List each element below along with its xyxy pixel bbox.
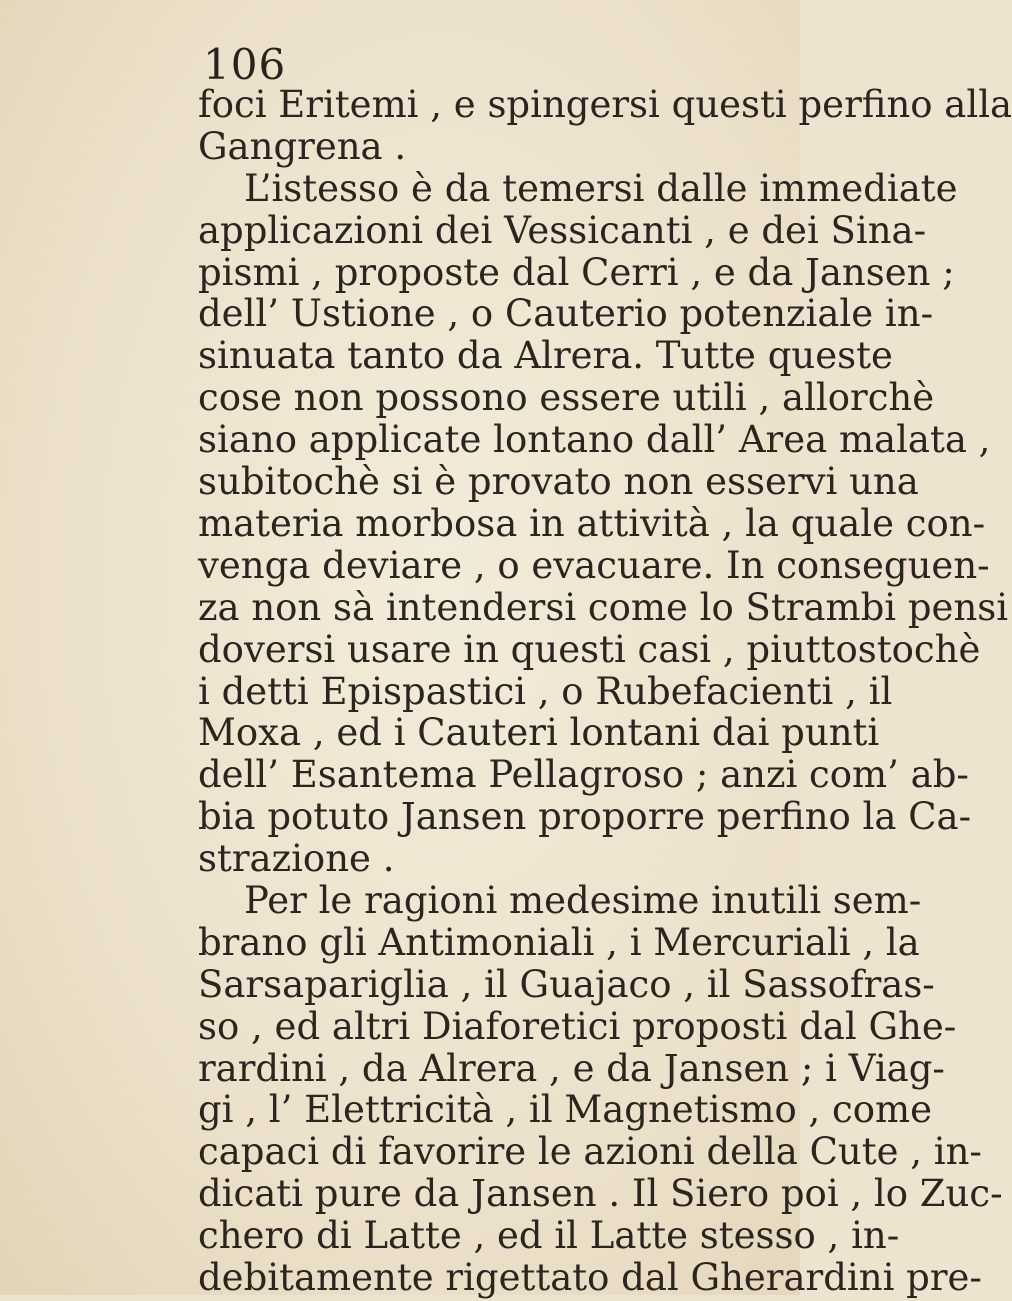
text-line-5: pismi , proposte dal Cerri , e da Jansen ; [198,250,955,294]
text-line-9: siano applicate lontano dall’ Area malata , [198,418,991,462]
page-number: 106 [203,40,287,89]
text-line-18: bia potuto Jansen proporre perfino la Ca- [198,795,972,839]
text-line-27: dicati pure da Jansen . Il Siero poi , lo Zuc- [198,1172,1003,1216]
text-line-20: Per le ragioni medesime inutili sem- [244,878,922,922]
text-line-28: chero di Latte , ed il Latte stesso , in- [198,1214,900,1258]
text-line-2: Gangrena . [198,124,407,168]
text-line-14: doversi usare in questi casi , piuttostochè [198,627,981,671]
text-line-7: sinuata tanto da Alrera. Tutte queste [198,334,893,378]
text-line-10: subitochè si è provato non esservi una [198,460,919,504]
text-line-25: gi , l’ Elettricità , il Magnetismo , come [198,1088,933,1132]
text-line-3: L’istesso è da temersi dalle immediate [244,166,958,210]
text-line-23: so , ed altri Diaforetici proposti dal Ghe- [198,1004,957,1048]
text-line-6: dell’ Ustione , o Cauterio potenziale in- [198,292,934,336]
text-line-12: venga deviare , o evacuare. In conseguen- [198,543,990,587]
text-line-4: applicazioni dei Vessicanti , e dei Sina- [198,208,927,252]
text-line-24: rardini , da Alrera , e da Jansen ; i Viag- [198,1046,945,1090]
text-line-26: capaci di favorire le azioni della Cute , in- [198,1130,982,1174]
text-line-8: cose non possono essere utili , allorchè [198,376,935,420]
text-line-16: Moxa , ed i Cauteri lontani dai punti [198,711,880,755]
text-line-19: strazione . [198,837,395,881]
text-line-15: i detti Epispastici , o Rubefacienti , il [198,669,893,713]
text-line-1: foci Eritemi , e spingersi questi perfino alla [198,83,1012,126]
text-line-11: materia morbosa in attività , la quale con- [198,501,986,545]
text-line-13: za non sà intendersi come lo Strambi pensi [198,585,1009,629]
text-line-21: brano gli Antimoniali , i Mercuriali , la [198,920,920,964]
text-line-29: debitamente rigettato dal Gherardini pre- [198,1256,982,1299]
text-line-17: dell’ Esantema Pellagroso ; anzi com’ ab- [198,753,969,797]
text-line-22: Sarsapariglia , il Guajaco , il Sassofras- [198,962,935,1006]
